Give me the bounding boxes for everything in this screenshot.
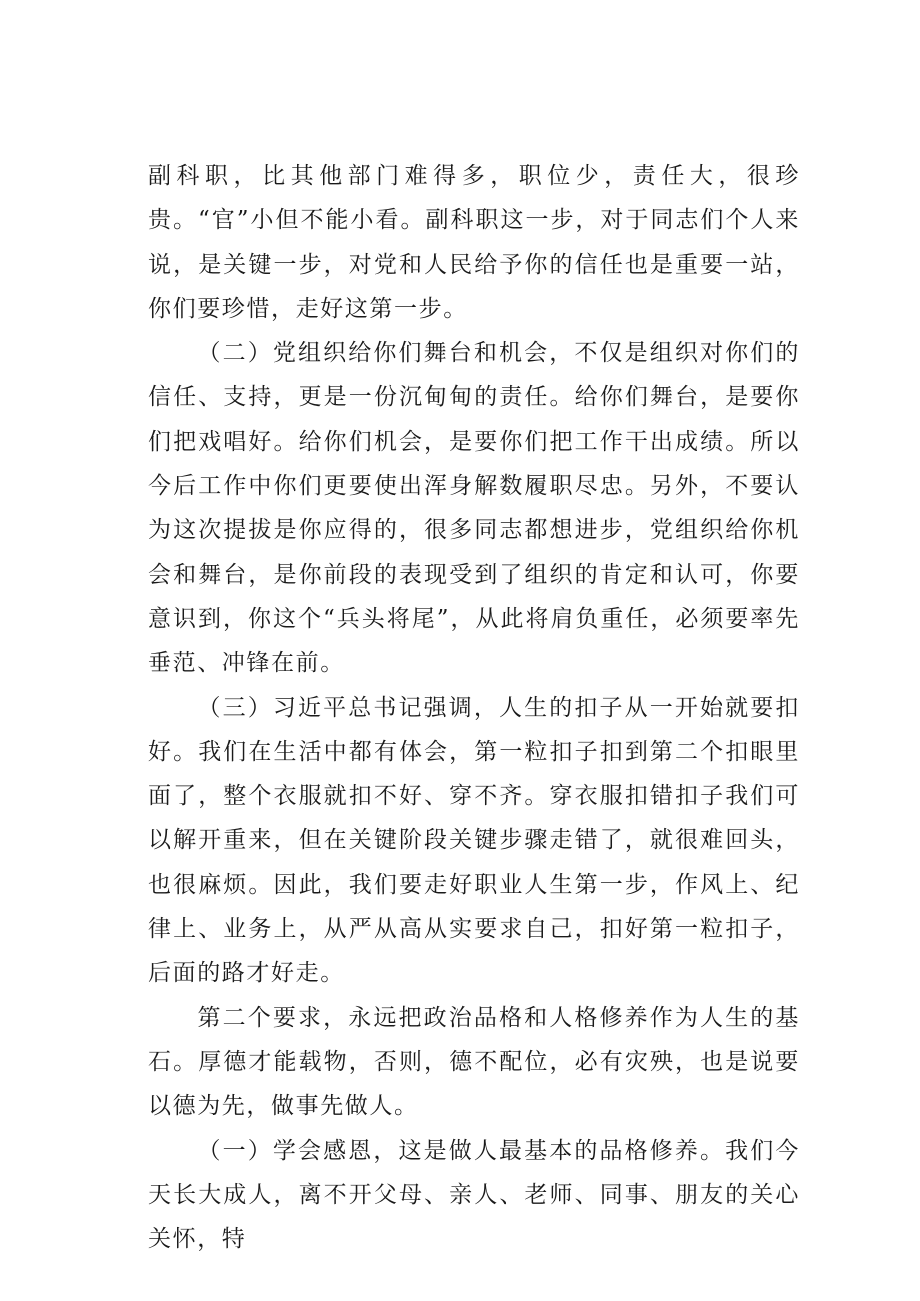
- paragraph-1: 副科职，比其他部门难得多，职位少，责任大，很珍贵。“官”小但不能小看。副科职这一步，对于同志们个人来说，是关键一步，对党和人民给予你的信任也是重要一站，你们要珍惜，走好这第一步。: [148, 163, 800, 322]
- paragraph-4: 第二个要求，永远把政治品格和人格修养作为人生的基石。厚德才能载物，否则，德不配位，必有灾殃，也是说要以德为先，做事先做人。: [148, 1004, 800, 1120]
- paragraph-5: （一）学会感恩，这是做人最基本的品格修养。我们今天长大成人，离不开父母、亲人、老师、同事、朋友的关心关怀，特: [148, 1137, 800, 1253]
- document-body: [148, 154, 800, 1261]
- paragraph-3: （三）习近平总书记强调，人生的扣子从一开始就要扣好。我们在生活中都有体会，第一粒扣子扣到第二个扣眼里面了，整个衣服就扣不好、穿不齐。穿衣服扣错扣子我们可以解开重来，但在关键阶段关键步骤走错了，就很难回头，也很麻烦。因此，我们要走好职业人生第一步，作风上、纪律上、业务上，从严从高从实要求自己，扣好第一粒扣子，后面的路才好走。: [148, 694, 800, 987]
- paragraph-2: （二）党组织给你们舞台和机会，不仅是组织对你们的信任、支持，更是一份沉甸甸的责任。给你们舞台，是要你们把戏唱好。给你们机会，是要你们把工作干出成绩。所以今后工作中你们更要使出浑身解数履职尽忠。另外，不要认为这次提拔是你应得的，很多同志都想进步，党组织给你机会和舞台，是你前段的表现受到了组织的肯定和认可，你要意识到，你这个“兵头将尾”，从此将肩负重任，必须要率先垂范、冲锋在前。: [148, 340, 800, 677]
